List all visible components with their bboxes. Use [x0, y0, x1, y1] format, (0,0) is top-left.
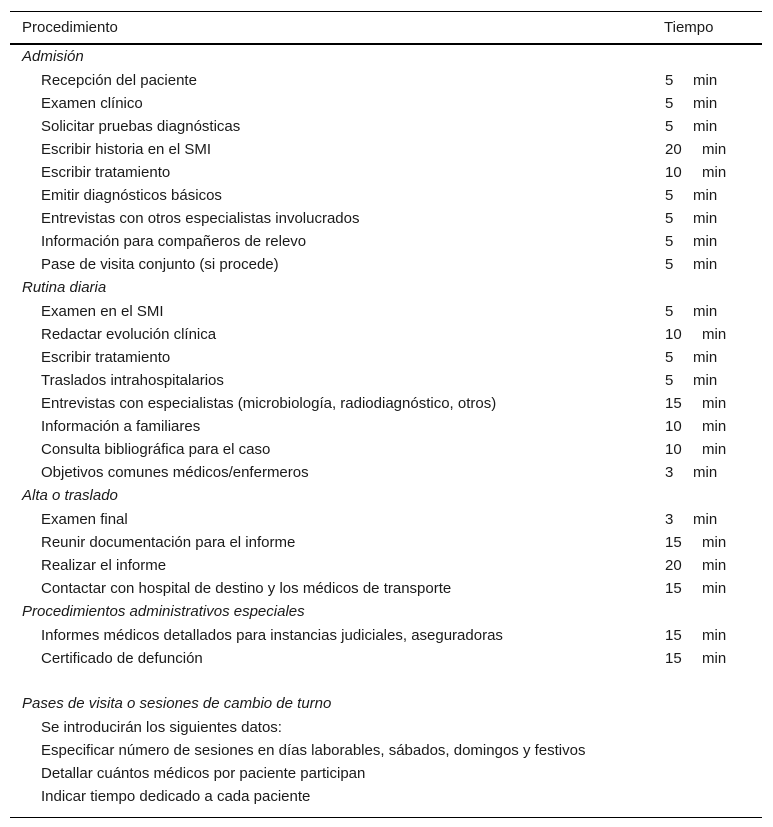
- time-unit: min: [693, 72, 718, 89]
- header-procedimiento: Procedimiento: [22, 19, 118, 36]
- section-title: Procedimientos administrativos especiales: [22, 603, 305, 620]
- time-value: 3: [665, 511, 674, 528]
- time-value: 5: [665, 95, 674, 112]
- time-value: 10: [665, 164, 682, 181]
- procedure-label: Entrevistas con especialistas (microbiología, radiodiagnóstico, otros): [41, 395, 497, 412]
- time-unit: min: [693, 349, 718, 366]
- time-unit: min: [702, 164, 727, 181]
- procedure-label: Escribir historia en el SMI: [41, 141, 212, 158]
- time-unit: min: [702, 580, 727, 597]
- time-unit: min: [702, 627, 727, 644]
- table-row: [10, 415, 762, 438]
- procedure-label: Certificado de defunción: [41, 650, 203, 667]
- time-value: 3: [665, 464, 674, 481]
- time-unit: min: [693, 511, 718, 528]
- table-top-rule: [10, 11, 762, 12]
- time-unit: min: [702, 534, 727, 551]
- time-value: 5: [665, 210, 674, 227]
- time-value: 15: [665, 395, 682, 412]
- section-row: [10, 276, 762, 300]
- table-row: [10, 323, 762, 346]
- time-unit: min: [702, 557, 727, 574]
- procedure-label: Examen en el SMI: [41, 303, 164, 320]
- procedure-label: Escribir tratamiento: [41, 164, 171, 181]
- time-value: 10: [665, 326, 682, 343]
- list-item: [10, 762, 762, 785]
- section-row: [10, 45, 762, 69]
- table-row: [10, 253, 762, 276]
- time-unit: min: [693, 187, 718, 204]
- section-title: Admisión: [22, 48, 84, 65]
- section-title: Pases de visita o sesiones de cambio de turno: [22, 695, 332, 712]
- table-row: [10, 138, 762, 161]
- table-row: [10, 300, 762, 323]
- time-unit: min: [693, 372, 718, 389]
- procedure-label: Objetivos comunes médicos/enfermeros: [41, 464, 309, 481]
- table-row: [10, 392, 762, 415]
- procedure-label: Pase de visita conjunto (si procede): [41, 256, 279, 273]
- time-value: 15: [665, 650, 682, 667]
- table-bottom-rule: [10, 817, 762, 818]
- time-value: 5: [665, 118, 674, 135]
- procedure-label: Redactar evolución clínica: [41, 326, 217, 343]
- table-row: [10, 438, 762, 461]
- time-value: 5: [665, 349, 674, 366]
- table-row: [10, 115, 762, 138]
- procedure-label: Examen clínico: [41, 95, 143, 112]
- time-unit: min: [693, 95, 718, 112]
- table-row: [10, 461, 762, 484]
- table-row: [10, 647, 762, 670]
- time-value: 10: [665, 441, 682, 458]
- section-row: [10, 484, 762, 508]
- table-row: [10, 346, 762, 369]
- note-text: Se introducirán los siguientes datos:: [41, 719, 282, 736]
- time-unit: min: [693, 256, 718, 273]
- procedure-label: Entrevistas con otros especialistas involucrados: [41, 210, 360, 227]
- table-row: [10, 184, 762, 207]
- section-title: Alta o traslado: [22, 487, 118, 504]
- time-unit: min: [702, 141, 727, 158]
- time-unit: min: [693, 464, 718, 481]
- time-unit: min: [693, 303, 718, 320]
- time-value: 5: [665, 72, 674, 89]
- note-text: Especificar número de sesiones en días laborables, sábados, domingos y festivos: [41, 742, 586, 759]
- time-unit: min: [702, 418, 727, 435]
- table-row: [10, 69, 762, 92]
- header-tiempo: Tiempo: [664, 19, 714, 36]
- procedure-label: Información para compañeros de relevo: [41, 233, 307, 250]
- procedure-label: Información a familiares: [41, 418, 201, 435]
- procedure-label: Reunir documentación para el informe: [41, 534, 296, 551]
- time-value: 20: [665, 557, 682, 574]
- procedure-label: Solicitar pruebas diagnósticas: [41, 118, 241, 135]
- section-row: [10, 692, 762, 716]
- time-unit: min: [693, 210, 718, 227]
- time-value: 5: [665, 256, 674, 273]
- procedure-label: Escribir tratamiento: [41, 349, 171, 366]
- time-value: 5: [665, 372, 674, 389]
- time-unit: min: [693, 118, 718, 135]
- procedure-label: Recepción del paciente: [41, 72, 197, 89]
- note-text: Detallar cuántos médicos por paciente participan: [41, 765, 366, 782]
- table-row: [10, 508, 762, 531]
- note-text: Indicar tiempo dedicado a cada paciente: [41, 788, 311, 805]
- procedure-label: Realizar el informe: [41, 557, 167, 574]
- time-unit: min: [702, 650, 727, 667]
- list-item: [10, 785, 762, 808]
- table-body: [10, 45, 762, 808]
- procedure-label: Traslados intrahospitalarios: [41, 372, 224, 389]
- time-value: 10: [665, 418, 682, 435]
- time-value: 15: [665, 627, 682, 644]
- table-row: [10, 554, 762, 577]
- section-row: [10, 600, 762, 624]
- spacer-row: [10, 670, 762, 692]
- table-row: [10, 369, 762, 392]
- list-item: [10, 716, 762, 739]
- table-row: [10, 230, 762, 253]
- time-unit: min: [702, 326, 727, 343]
- time-value: 5: [665, 187, 674, 204]
- table-row: [10, 577, 762, 600]
- time-unit: min: [702, 395, 727, 412]
- time-value: 15: [665, 580, 682, 597]
- time-unit: min: [693, 233, 718, 250]
- table-row: [10, 161, 762, 184]
- time-value: 15: [665, 534, 682, 551]
- table-row: [10, 624, 762, 647]
- procedure-label: Contactar con hospital de destino y los médicos de transporte: [41, 580, 452, 597]
- procedure-label: Consulta bibliográfica para el caso: [41, 441, 271, 458]
- procedure-label: Informes médicos detallados para instancias judiciales, aseguradoras: [41, 627, 503, 644]
- table-row: [10, 531, 762, 554]
- procedure-label: Examen final: [41, 511, 128, 528]
- list-item: [10, 739, 762, 762]
- procedure-label: Emitir diagnósticos básicos: [41, 187, 222, 204]
- section-title: Rutina diaria: [22, 279, 107, 296]
- table-row: [10, 207, 762, 230]
- table-row: [10, 92, 762, 115]
- time-value: 5: [665, 233, 674, 250]
- time-unit: min: [702, 441, 727, 458]
- time-value: 20: [665, 141, 682, 158]
- time-value: 5: [665, 303, 674, 320]
